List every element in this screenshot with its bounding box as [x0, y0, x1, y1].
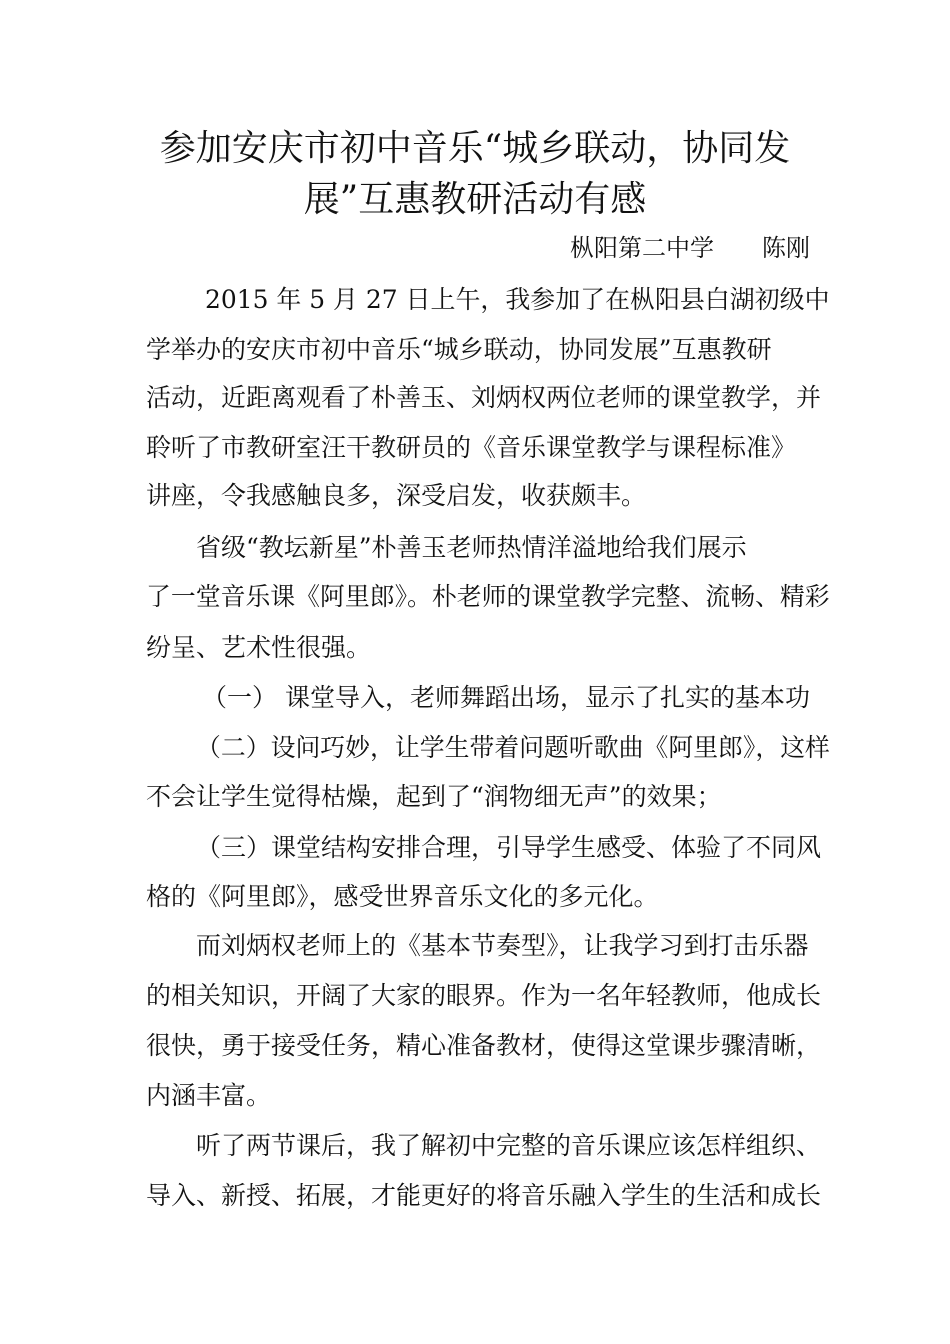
body-line: 聆听了市教研室汪干教研员的《音乐课堂教学与课程标准》: [146, 433, 797, 462]
body-line: 学举办的安庆市初中音乐“城乡联动，协同发展”互惠教研: [146, 335, 772, 364]
author-school: 枞阳第二中学: [570, 234, 714, 262]
author-name: 陈刚: [762, 234, 810, 262]
body-line: 活动，近距离观看了朴善玉、刘炳权两位老师的课堂教学，并: [146, 383, 822, 412]
body-line: 不会让学生觉得枯燥，起到了“润物细无声”的效果；: [146, 782, 722, 811]
body-line: 而刘炳权老师上的《基本节奏型》，让我学习到打击乐器: [196, 931, 809, 960]
body-line: （二）设问巧妙，让学生带着问题听歌曲《阿里郎》，这样: [196, 733, 830, 762]
document-title-line-1: 参加安庆市初中音乐“城乡联动，协同发: [159, 128, 791, 169]
body-line: （一） 课堂导入，老师舞蹈出场，显示了扎实的基本功: [202, 683, 810, 712]
body-line: 了一堂音乐课《阿里郎》。朴老师的课堂教学完整、流畅、精彩: [146, 582, 830, 611]
document-title-line-2: 展”互惠教研活动有感: [303, 179, 647, 220]
body-line: （三）课堂结构安排合理，引导学生感受、体验了不同风: [196, 833, 822, 862]
body-line: 2015 年 5 月 27 日上午，我参加了在枞阳县白湖初级中: [205, 285, 830, 314]
body-line: 的相关知识，开阔了大家的眼界。作为一名年轻教师，他成长: [146, 981, 822, 1010]
body-line: 格的《阿里郎》，感受世界音乐文化的多元化。: [146, 882, 659, 911]
body-line: 很快，勇于接受任务，精心准备教材，使得这堂课步骤清晰，: [146, 1031, 822, 1060]
body-line: 讲座，令我感触良多，深受启发，收获颇丰。: [146, 481, 647, 510]
body-line: 听了两节课后，我了解初中完整的音乐课应该怎样组织、: [196, 1131, 822, 1160]
body-line: 导入、新授、拓展，才能更好的将音乐融入学生的生活和成长: [146, 1181, 822, 1210]
author-byline: [570, 232, 810, 264]
body-line: 纷呈、艺术性很强。: [146, 633, 372, 662]
body-line: 省级“教坛新星”朴善玉老师热情洋溢地给我们展示: [196, 533, 747, 562]
body-line: 内涵丰富。: [146, 1081, 272, 1110]
